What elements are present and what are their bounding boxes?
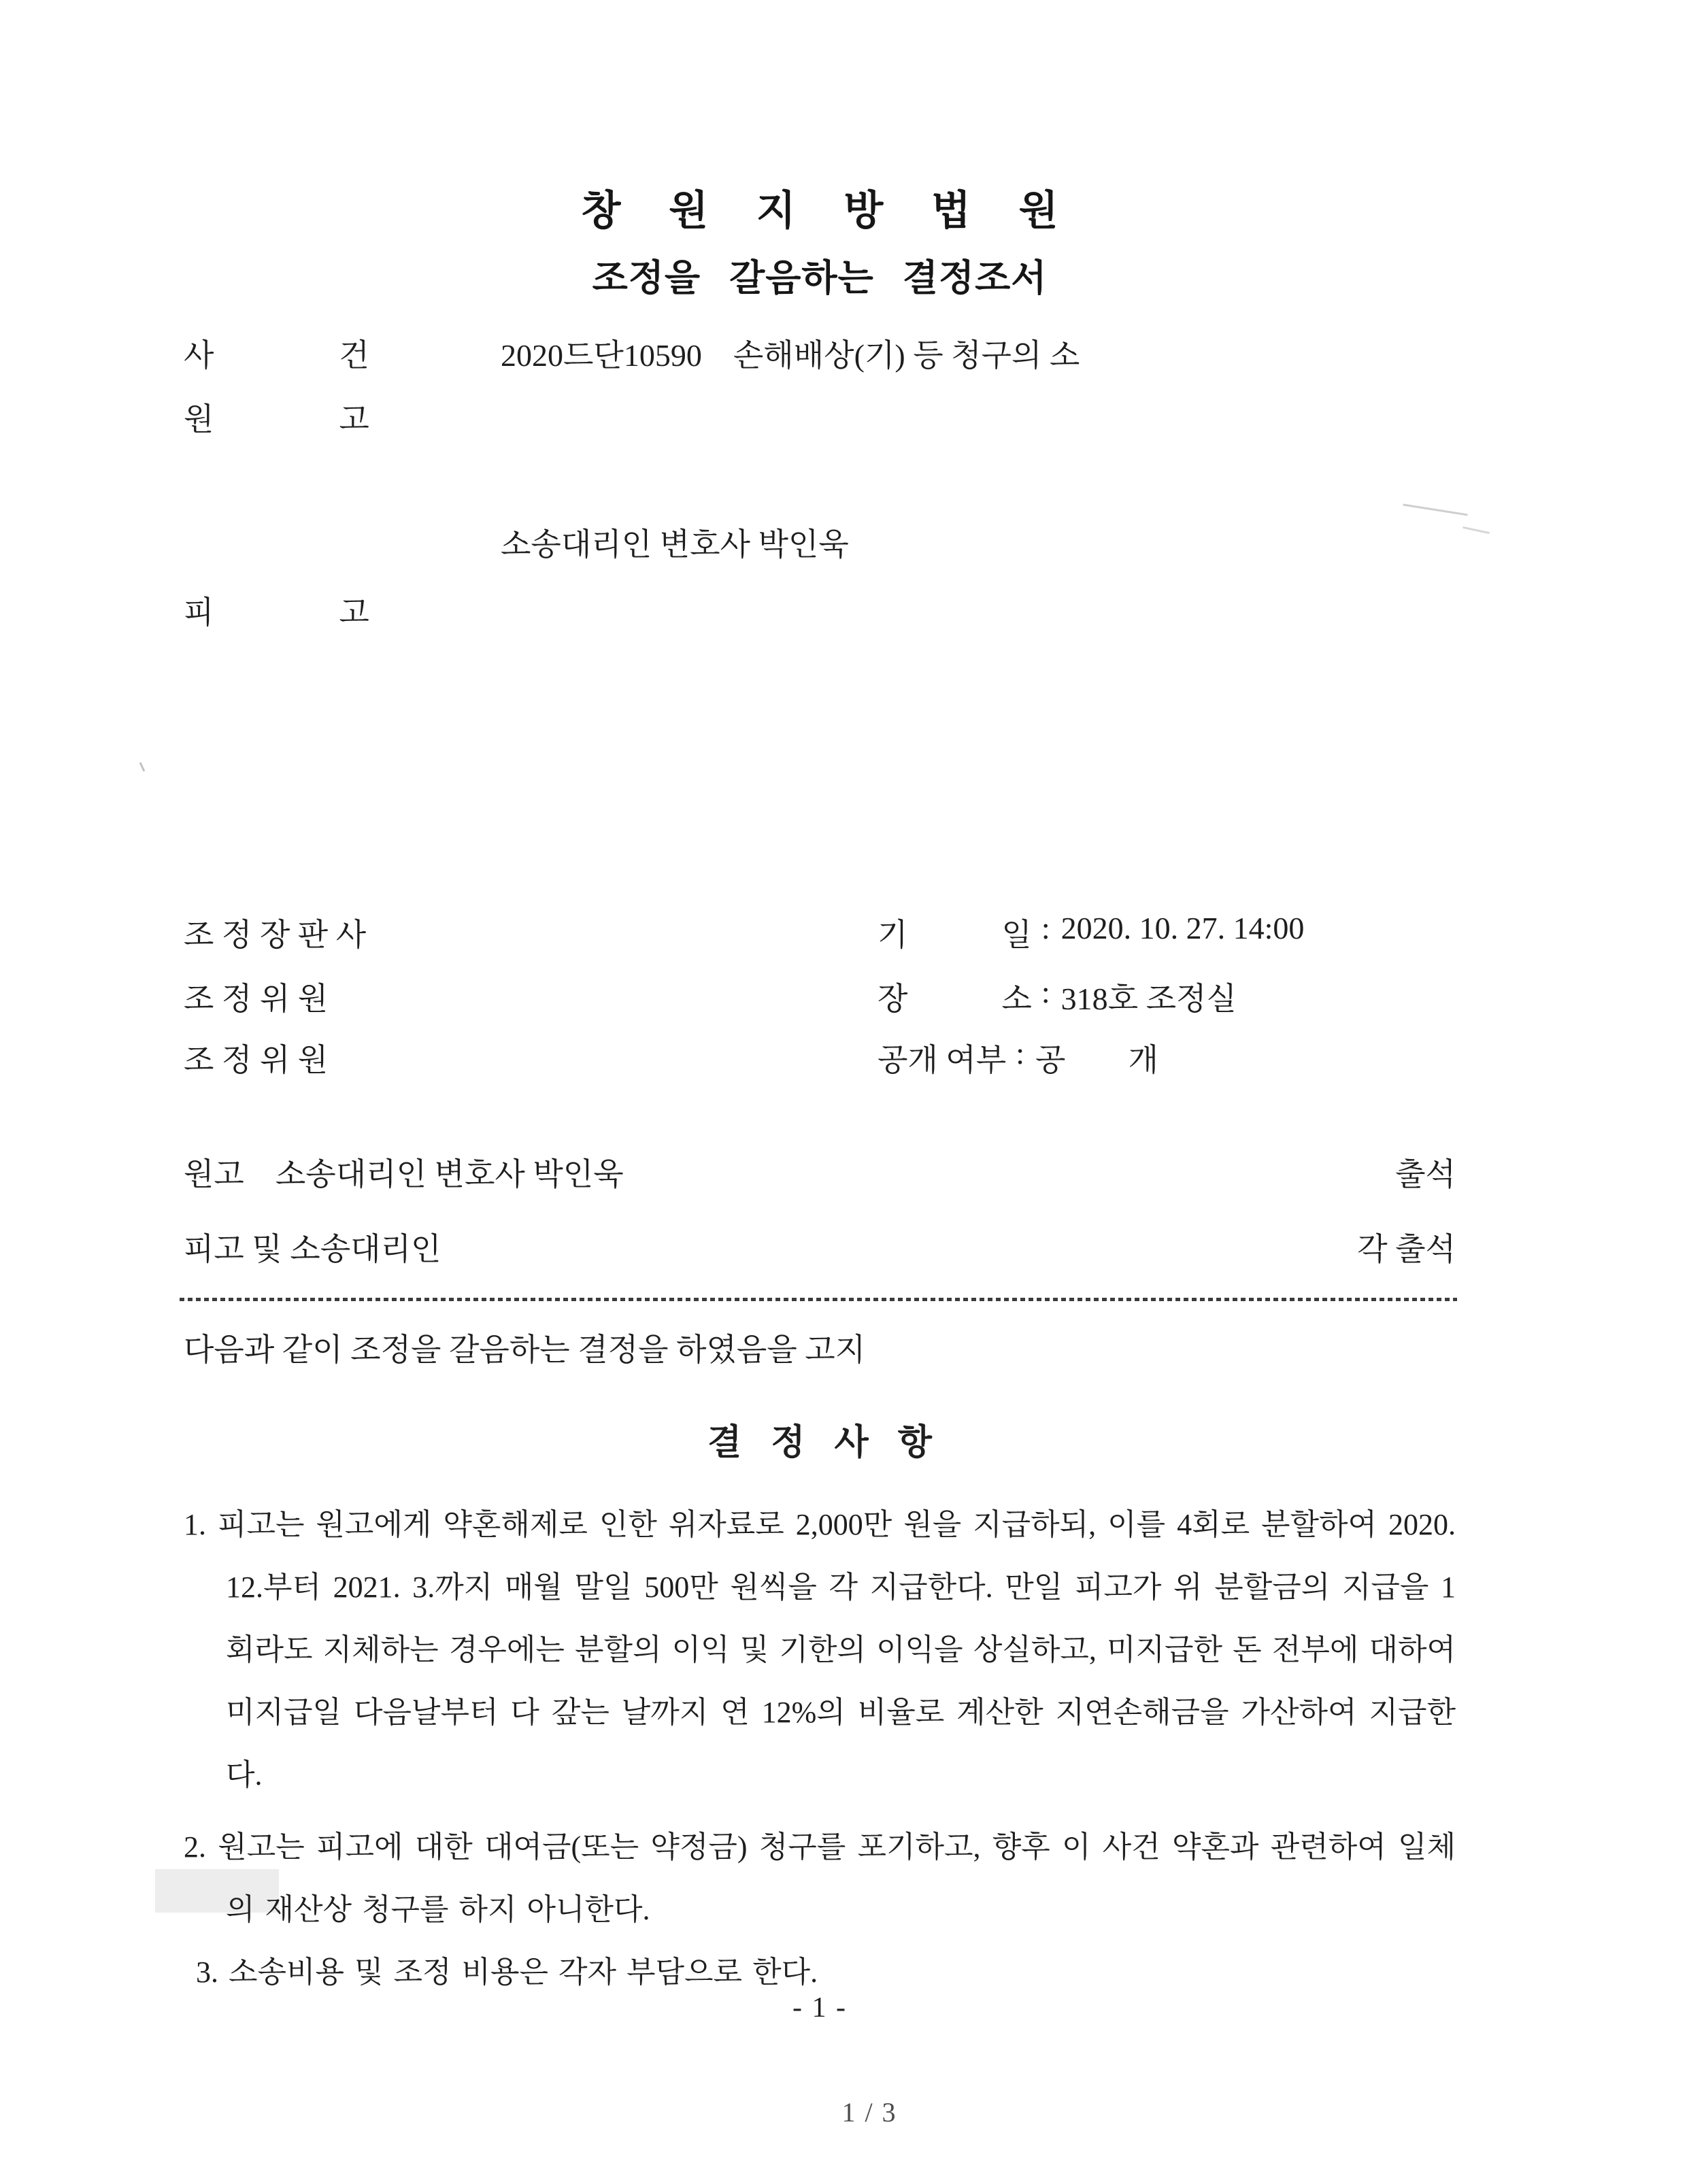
decision-item bbox=[196, 1941, 1456, 2004]
item-text: 소송비용 및 조정 비용은 각자 부담으로 한다. bbox=[229, 1955, 818, 1989]
decision-item bbox=[184, 1816, 1456, 1941]
attendance-row-plaintiff bbox=[184, 1149, 1456, 1194]
session-date bbox=[878, 910, 1304, 955]
plaintiff-label: 원 고 bbox=[184, 402, 369, 437]
session-public-status bbox=[878, 1035, 1158, 1080]
item-number: 1. bbox=[184, 1508, 206, 1541]
session-row-commissioner-2 bbox=[184, 1035, 1456, 1079]
document-page-number: - 1 - bbox=[792, 1992, 847, 2023]
session-row-commissioner-1 bbox=[184, 974, 1456, 1018]
item-number: 3. bbox=[196, 1955, 218, 1989]
public-label: 공개 여부 bbox=[878, 1043, 1007, 1077]
decision-heading: 결 정 사 항 bbox=[707, 1424, 932, 1462]
item-number: 2. bbox=[184, 1830, 206, 1864]
commissioner-label-2: 조 정 위 원 bbox=[184, 1043, 329, 1077]
decision-items bbox=[184, 1494, 1456, 2004]
viewer-page-indicator: 1 / 3 bbox=[841, 2097, 897, 2128]
place-value: 318호 조정실 bbox=[1060, 981, 1237, 1016]
plaintiff-row bbox=[184, 394, 1456, 438]
item-text: 피고는 원고에게 약혼해제로 인한 위자료로 2,000만 원을 지급하되, 이를 4회로 분할하여 2020. 12.부터 2021. 3.까지 매월 말일 500만 원씩을 각 지급한다. 만일 피고가 위 분할금의 지급을 1회라도 지체하는 경우에는 분할의 이익 및 기한의 이익을 상실하고, 미지급한 돈 전부에 대하여 미지급일 다음날부터 다 갚는 날까지 연 12%의 비율로 계산한 지연손해금을 가산하여 지급한다. bbox=[217, 1508, 1456, 1792]
plaintiff-counsel: 소송대리인 변호사 박인욱 bbox=[501, 527, 849, 562]
attendance-status-plaintiff: 출석 bbox=[1395, 1157, 1456, 1192]
case-row bbox=[184, 331, 1456, 374]
notice-line: 다음과 같이 조정을 갈음하는 결정을 하였음을 고지 bbox=[184, 1332, 866, 1367]
place-separator: : bbox=[1041, 975, 1050, 1009]
attendee-plaintiff-counsel: 원고 소송대리인 변호사 박인욱 bbox=[184, 1157, 624, 1192]
defendant-row bbox=[184, 588, 1456, 631]
decision-item bbox=[184, 1494, 1456, 1807]
attendance-row-defendant bbox=[184, 1224, 1456, 1269]
scan-artifact bbox=[1463, 526, 1490, 534]
scan-artifact bbox=[1403, 504, 1467, 516]
item-text: 원고는 피고에 대한 대여금(또는 약정금) 청구를 포기하고, 향후 이 사건 약혼과 관련하여 일체의 재산상 청구를 하지 아니한다. bbox=[218, 1830, 1456, 1926]
court-name: 창 원 지 방 법 원 bbox=[581, 188, 1058, 233]
case-number: 2020드단10590 손해배상(기) 등 청구의 소 bbox=[501, 338, 1080, 373]
separator-dashed-line bbox=[180, 1298, 1457, 1301]
document-title: 조정을 갈음하는 결정조서 bbox=[592, 258, 1048, 299]
scan-artifact bbox=[139, 762, 146, 772]
date-separator: : bbox=[1041, 911, 1050, 945]
defendant-label: 피 고 bbox=[184, 595, 369, 630]
date-value: 2020. 10. 27. 14:00 bbox=[1060, 911, 1305, 945]
plaintiff-counsel-row bbox=[184, 520, 1456, 563]
public-separator: : bbox=[1016, 1036, 1025, 1071]
date-label: 기 일 bbox=[878, 918, 1032, 952]
commissioner-label-1: 조 정 위 원 bbox=[184, 981, 329, 1016]
case-label: 사 건 bbox=[184, 338, 369, 373]
presiding-judge-label: 조 정 장 판 사 bbox=[184, 918, 367, 952]
public-value: 공 개 bbox=[1035, 1043, 1158, 1077]
session-place bbox=[878, 974, 1237, 1019]
place-label: 장 소 bbox=[878, 981, 1032, 1016]
attendance-status-defendant: 각 출석 bbox=[1357, 1232, 1456, 1266]
attendee-defendant: 피고 및 소송대리인 bbox=[184, 1232, 441, 1266]
session-row-judge bbox=[184, 910, 1456, 954]
